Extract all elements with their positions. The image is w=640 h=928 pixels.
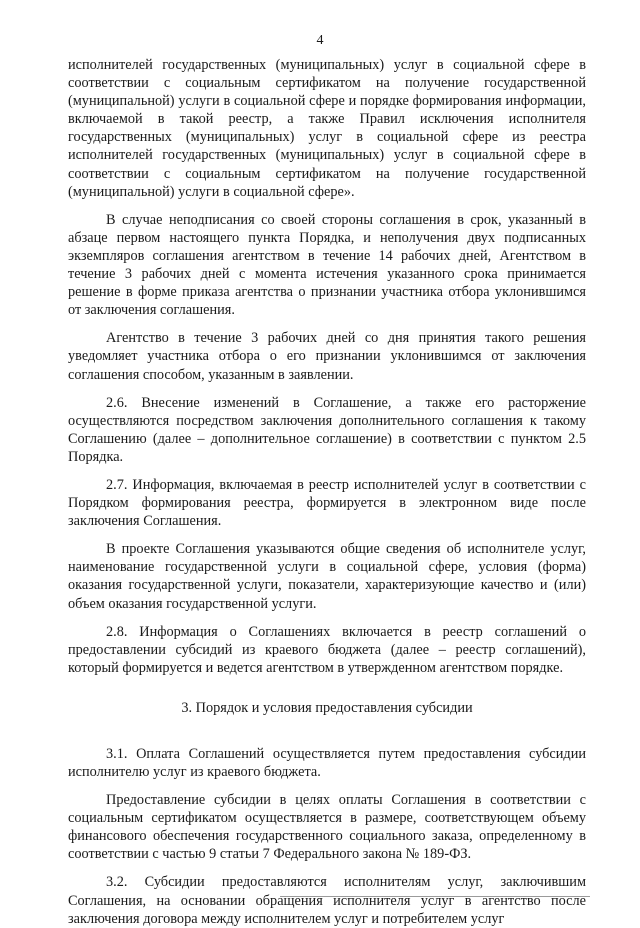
paragraph-nonsigning: В случае неподписания со своей стороны соглашения в срок, указанный в абзаце первом настоящего пункта Порядка, и неполучения двух подписанных экземпляров соглашения агентством в течение 14 рабочих дней, Агентством в течение 3 рабочих дней с момента истечения указанного срока принимается решение в форме приказа агентства о признании участника отбора уклонившимся от заключения соглашения. bbox=[68, 211, 586, 319]
paragraph-2-7: 2.7. Информация, включаемая в реестр исполнителей услуг в соответствии с Порядком формирования реестра, формируется в электронном виде после заключения Соглашения. bbox=[68, 476, 586, 530]
document-body bbox=[68, 56, 586, 928]
paragraph-draft-agreement: В проекте Соглашения указываются общие сведения об исполнителе услуг, наименование государственной услуги в социальной сфере, условия (форма) оказания государственной услуги, показатели, характеризующие качество и (или) объем оказания государственной услуги. bbox=[68, 541, 586, 612]
page-number: 4 bbox=[316, 33, 324, 48]
paragraph-2-8: 2.8. Информация о Соглашениях включается в реестр соглашений о предоставлении субсидий из краевого бюджета (далее – реестр соглашений), который формируется и ведется агентством в утвержденном агентством порядке. bbox=[68, 623, 586, 676]
paragraph-continuation: исполнителей государственных (муниципальных) услуг в социальной сфере в соответствии с социальным сертификатом на получение государственной (муниципальной) услуги в социальной сфере и порядке формирования информации, включаемой в такой реестр, а также Правил исключения исполнителя государственных (муниципальных) услуг в социальной сфере из реестра исполнителей государственных (муниципальных) услуг в социальной сфере в соответствии с социальным сертификатом на получение государственной (муниципальной) услуги в социальной сфере». bbox=[68, 57, 586, 200]
paragraph-notification: Агентство в течение 3 рабочих дней со дня принятия такого решения уведомляет участника отбора о его признании уклонившимся от заключения соглашения способом, указанным в заявлении. bbox=[68, 330, 586, 383]
paragraph-subsidy-amount: Предоставление субсидии в целях оплаты Соглашения в соответствии с социальным сертификатом осуществляется в размере, соответствующем объему финансового обеспечения государственного социального заказа, определенному в соответствии с частью 9 статьи 7 Федерального закона № 189-ФЗ. bbox=[68, 792, 586, 863]
footer-divider bbox=[280, 896, 590, 897]
paragraph-2-6: 2.6. Внесение изменений в Соглашение, а также его расторжение осуществляются посредством заключения дополнительного соглашения к такому Соглашению (далее – дополнительное соглашение) в соответствии с пунктом 2.5 Порядка. bbox=[68, 394, 586, 465]
section-heading: 3. Порядок и условия предоставления субсидии bbox=[181, 699, 473, 716]
paragraph-3-2: 3.2. Субсидии предоставляются исполнителям услуг, заключившим Соглашения, на основании обращения исполнителя услуг в агентство после заключения договора между исполнителем услуг и потребителем услуг bbox=[68, 874, 586, 927]
paragraph-3-1: 3.1. Оплата Соглашений осуществляется путем предоставления субсидии исполнителю услуг из краевого бюджета. bbox=[68, 745, 586, 780]
